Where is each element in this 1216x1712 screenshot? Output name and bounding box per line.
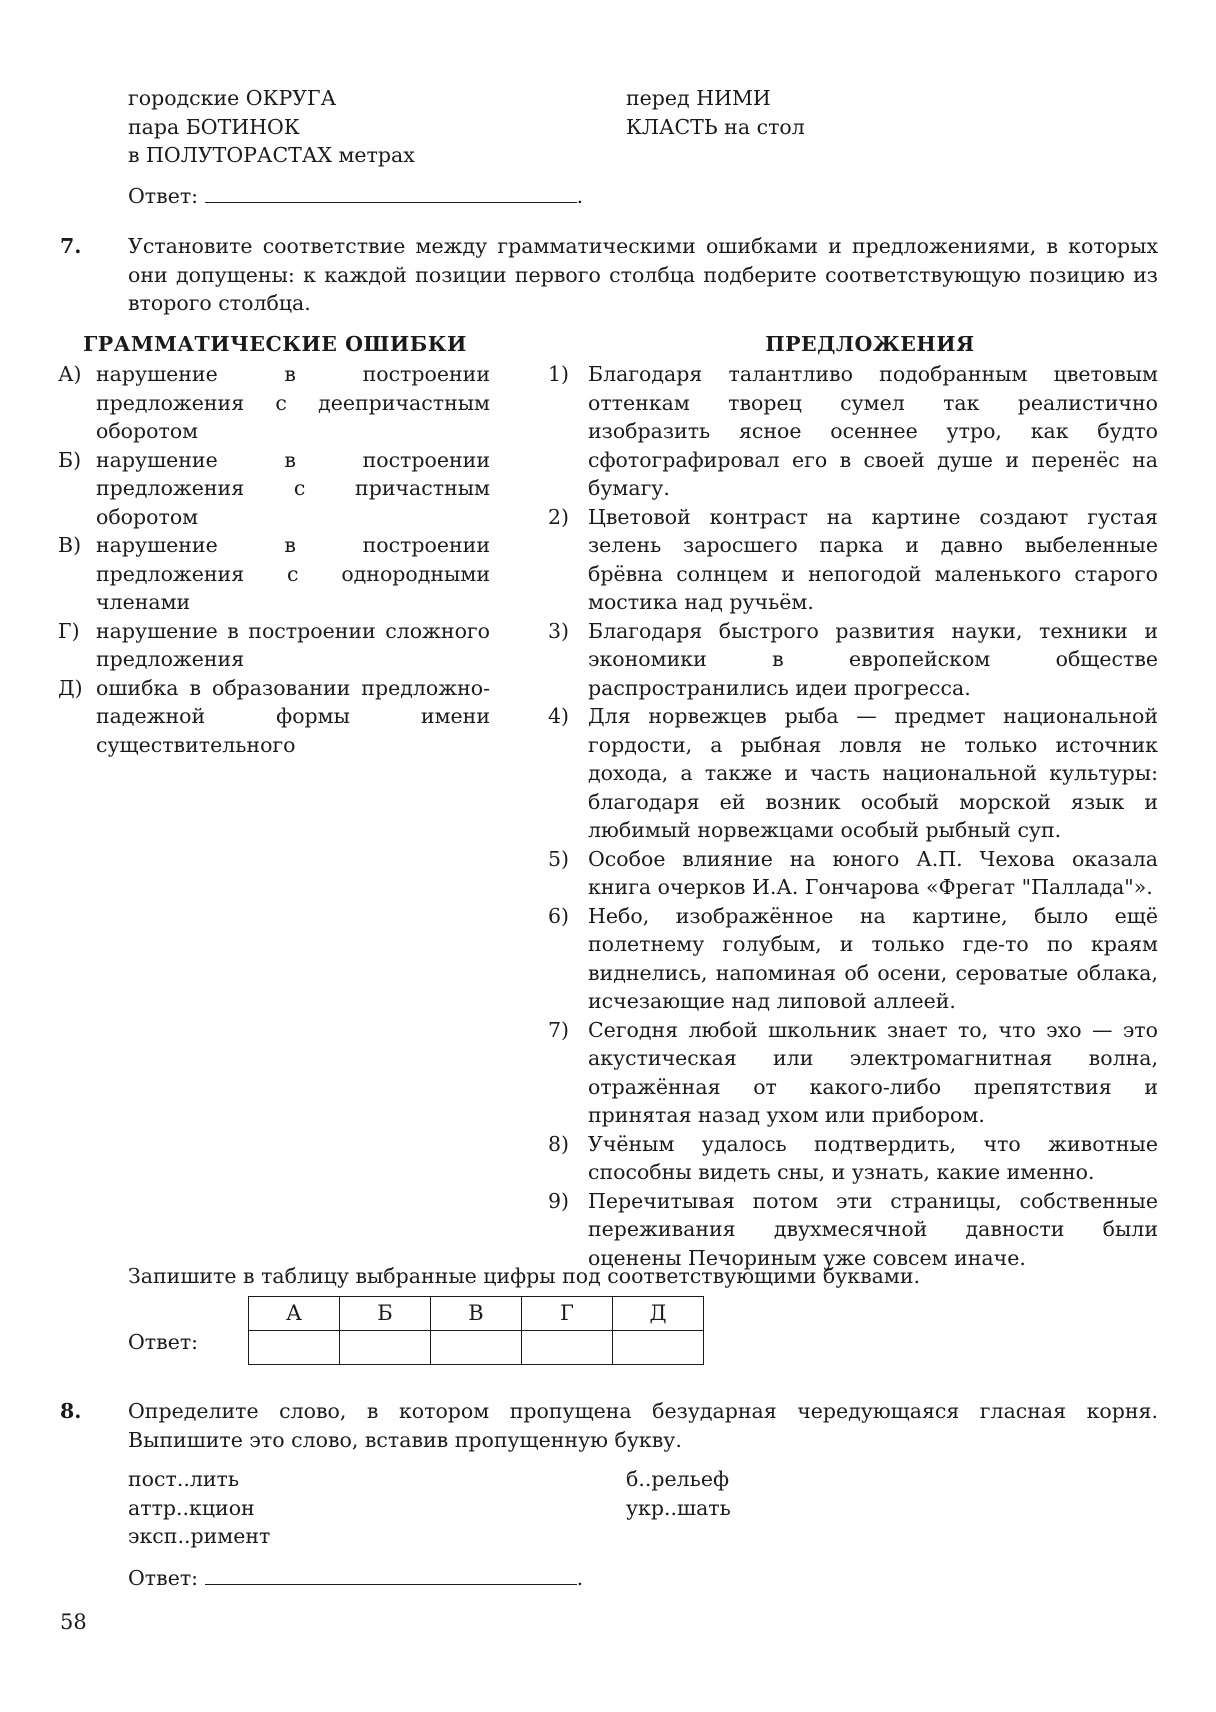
answer-cell[interactable] bbox=[431, 1331, 522, 1365]
table-header-row bbox=[249, 1297, 704, 1331]
word-item: укр..шать bbox=[626, 1495, 731, 1520]
item-text: нарушение в построении сложного предложения bbox=[96, 618, 490, 671]
word-item: городские ОКРУГА bbox=[128, 86, 337, 110]
list-item bbox=[548, 902, 1158, 1016]
item-text: Цветовой контраст на картине создают густая зелень заросшего парка и давно выбеленные брёвна солнцем и непогодой маленького старого мостика над ручьём. bbox=[588, 504, 1158, 614]
page-number: 58 bbox=[60, 1610, 87, 1634]
sentences-heading: ПРЕДЛОЖЕНИЯ bbox=[765, 332, 975, 356]
answer-label: Ответ: bbox=[128, 1330, 199, 1354]
item-number: 2) bbox=[548, 504, 570, 529]
item-letter: Д) bbox=[58, 675, 83, 700]
item-text: Благодаря талантливо подобранным цветовым оттенкам творец сумел так реалистично изобразить ясное осеннее утро, как будто сфотографировал его в своей душе и перенёс на бумагу. bbox=[588, 362, 1158, 500]
word-item: КЛАСТЬ на стол bbox=[626, 114, 805, 139]
item-text: Перечитывая потом эти страницы, собственные переживания двухмесячной давности были оценены Печориным уже совсем иначе. bbox=[588, 1188, 1158, 1270]
task-number: 7. bbox=[60, 234, 82, 258]
top-words-left bbox=[128, 84, 415, 170]
list-item bbox=[58, 531, 490, 617]
word-item: в ПОЛУТОРАСТАХ метрах bbox=[128, 143, 415, 167]
table-letter: Г bbox=[522, 1297, 613, 1331]
errors-list bbox=[58, 360, 490, 759]
item-text: Учёным удалось подтвердить, что животные способны видеть сны, и узнать, какие именно. bbox=[588, 1131, 1158, 1184]
word-item: перед НИМИ bbox=[626, 86, 771, 110]
list-item bbox=[548, 702, 1158, 845]
item-number: 9) bbox=[548, 1188, 570, 1213]
list-item bbox=[58, 617, 490, 674]
item-number: 1) bbox=[548, 362, 570, 386]
word-item: эксп..римент bbox=[128, 1524, 271, 1548]
item-number: 8) bbox=[548, 1131, 570, 1156]
answer-label: Ответ: bbox=[128, 184, 199, 208]
list-item bbox=[58, 360, 490, 446]
list-item bbox=[58, 446, 490, 532]
table-letter: А bbox=[249, 1297, 340, 1331]
item-text: Благодаря быстрого развития науки, техники и экономики в европейском обществе распространились идеи прогресса. bbox=[588, 618, 1158, 700]
item-letter: В) bbox=[58, 533, 82, 557]
list-item bbox=[548, 1187, 1158, 1273]
item-text: Особое влияние на юного А.П. Чехова оказала книга очерков И.А. Гончарова «Фрегат "Паллада"». bbox=[588, 846, 1158, 899]
task-prompt: Определите слово, в котором пропущена безударная чередующаяся гласная корня. Выпишите это слово, вставив пропущенную букву. bbox=[128, 1399, 1158, 1452]
task-number: 8. bbox=[60, 1399, 82, 1423]
sentences-list bbox=[548, 360, 1158, 1272]
table-letter: В bbox=[431, 1297, 522, 1331]
words-left bbox=[128, 1465, 270, 1551]
list-item bbox=[548, 503, 1158, 617]
item-letter: А) bbox=[58, 362, 82, 386]
answer-cell[interactable] bbox=[340, 1331, 431, 1365]
list-item bbox=[548, 845, 1158, 902]
answer-line[interactable] bbox=[205, 1562, 577, 1585]
word-item: пост..лить bbox=[128, 1467, 240, 1491]
answer-cell[interactable] bbox=[249, 1331, 340, 1365]
task-prompt: Установите соответствие между грамматическими ошибками и предложениями, в которых они допущены: к каждой позиции первого столбца подберите соответствующую позицию из второго столбца. bbox=[128, 234, 1158, 315]
item-text: нарушение в построении предложения с причастным оборотом bbox=[96, 447, 490, 529]
answer-table bbox=[248, 1296, 704, 1365]
table-letter: Б bbox=[340, 1297, 431, 1331]
answer-line[interactable] bbox=[205, 180, 577, 203]
answer-cell[interactable] bbox=[522, 1331, 613, 1365]
word-item: аттр..кцион bbox=[128, 1495, 255, 1520]
item-letter: Г) bbox=[58, 618, 80, 643]
item-number: 5) bbox=[548, 846, 570, 871]
answer-row-8: Ответ: . bbox=[128, 1562, 583, 1593]
table-answer-row bbox=[249, 1331, 704, 1365]
item-text: Небо, изображённое на картине, было ещё полетнему голубым, и только где-то по краям виднелись, напоминая об осени, сероватые облака, исчезающие над липовой аллеей. bbox=[588, 903, 1158, 1013]
list-item bbox=[548, 617, 1158, 703]
item-text: Для норвежцев рыба — предмет национальной гордости, а рыбная ловля не только источник дохода, а также и часть национальной культуры: благодаря ей возник особый морской язык и любимый норвежцами особый рыбный суп. bbox=[588, 704, 1158, 842]
item-text: нарушение в построении предложения с деепричастным оборотом bbox=[96, 362, 490, 443]
list-item bbox=[548, 360, 1158, 503]
answer-cell[interactable] bbox=[613, 1331, 704, 1365]
errors-heading: ГРАММАТИЧЕСКИЕ ОШИБКИ bbox=[83, 332, 467, 356]
words-right bbox=[626, 1465, 731, 1522]
item-text: Сегодня любой школьник знает то, что эхо — это акустическая или электромагнитная волна, отражённая от какого-либо препятствия и принятая назад ухом или прибором. bbox=[588, 1017, 1158, 1127]
list-item bbox=[548, 1016, 1158, 1130]
item-number: 6) bbox=[548, 903, 570, 928]
top-words-right bbox=[626, 84, 805, 141]
table-letter: Д bbox=[613, 1297, 704, 1331]
answer-row-6: Ответ: . bbox=[128, 180, 583, 211]
item-text: нарушение в построении предложения с однородными членами bbox=[96, 533, 490, 614]
word-item: пара БОТИНОК bbox=[128, 114, 300, 139]
item-number: 4) bbox=[548, 704, 570, 728]
list-item bbox=[58, 674, 490, 760]
table-instruction: Запишите в таблицу выбранные цифры под соответствующими буквами. bbox=[128, 1264, 921, 1288]
list-item bbox=[548, 1130, 1158, 1187]
item-number: 7) bbox=[548, 1017, 570, 1042]
word-item: б..рельеф bbox=[626, 1467, 729, 1491]
item-letter: Б) bbox=[58, 447, 82, 472]
item-text: ошибка в образовании предложно-падежной формы имени существительного bbox=[96, 675, 490, 757]
answer-label: Ответ: bbox=[128, 1566, 199, 1590]
item-number: 3) bbox=[548, 618, 570, 643]
